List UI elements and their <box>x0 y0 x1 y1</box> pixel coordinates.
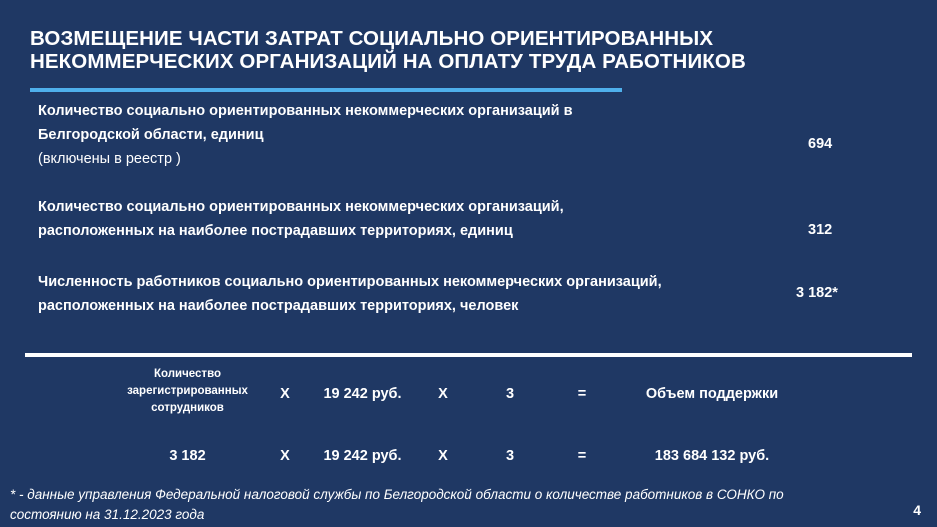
footnote-line-2: состоянию на 31.12.2023 года <box>10 507 205 522</box>
stat-label-2-line-1: Количество социально ориентированных некоммерческих организаций, <box>38 199 564 215</box>
multiply-sign-2: Х <box>438 386 448 402</box>
stat-row-3 <box>38 270 662 318</box>
section-divider <box>25 353 912 357</box>
stat-note-1: (включены в реестр ) <box>38 151 181 167</box>
rate-label: 19 242 руб. <box>323 386 402 402</box>
stat-value-1: 694 <box>808 136 833 152</box>
equals-sign-1: = <box>577 386 587 402</box>
count-label <box>100 366 275 417</box>
months-value: 3 <box>505 448 515 464</box>
rate-value: 19 242 руб. <box>323 448 402 464</box>
slide-title-line-1: ВОЗМЕЩЕНИЕ ЧАСТИ ЗАТРАТ СОЦИАЛЬНО ОРИЕНТИРОВАННЫХ <box>30 27 714 50</box>
footnote-line-1: * - данные управления Федеральной налоговой службы по Белгородской области о количестве работников в СОНКО по <box>10 487 784 502</box>
count-label-line-1: Количество <box>153 368 222 380</box>
slide-title <box>30 27 910 73</box>
slide-title-line-2: НЕКОММЕРЧЕСКИХ ОРГАНИЗАЦИЙ НА ОПЛАТУ ТРУДА РАБОТНИКОВ <box>30 50 746 73</box>
stat-label-3-line-2: расположенных на наиболее пострадавших территориях, человек <box>38 298 519 314</box>
stat-value-3: 3 182* <box>796 285 838 301</box>
page-number: 4 <box>913 502 921 518</box>
stat-row-2 <box>38 195 564 243</box>
multiply-sign-1: Х <box>280 386 290 402</box>
stat-label-3-line-1: Численность работников социально ориентированных некоммерческих организаций, <box>38 274 662 290</box>
stat-label-1-line-1: Количество социально ориентированных некоммерческих организаций в <box>38 103 573 119</box>
count-label-line-3: сотрудников <box>151 402 224 414</box>
count-value: 3 182 <box>169 448 206 464</box>
multiply-sign-3: Х <box>280 448 290 464</box>
stat-value-2: 312 <box>808 222 833 238</box>
footnote <box>10 485 870 525</box>
stat-label-2-line-2: расположенных на наиболее пострадавших территориях, единиц <box>38 223 513 239</box>
result-label: Объем поддержки <box>645 386 779 402</box>
stat-label-1-line-2: Белгородской области, единиц <box>38 127 264 143</box>
title-accent-line <box>30 88 622 92</box>
result-value: 183 684 132 руб. <box>654 448 770 464</box>
equals-sign-2: = <box>577 448 587 464</box>
multiply-sign-4: Х <box>438 448 448 464</box>
count-label-line-2: зарегистрированных <box>127 385 248 397</box>
months-label: 3 <box>505 386 515 402</box>
stat-row-1 <box>38 99 573 171</box>
